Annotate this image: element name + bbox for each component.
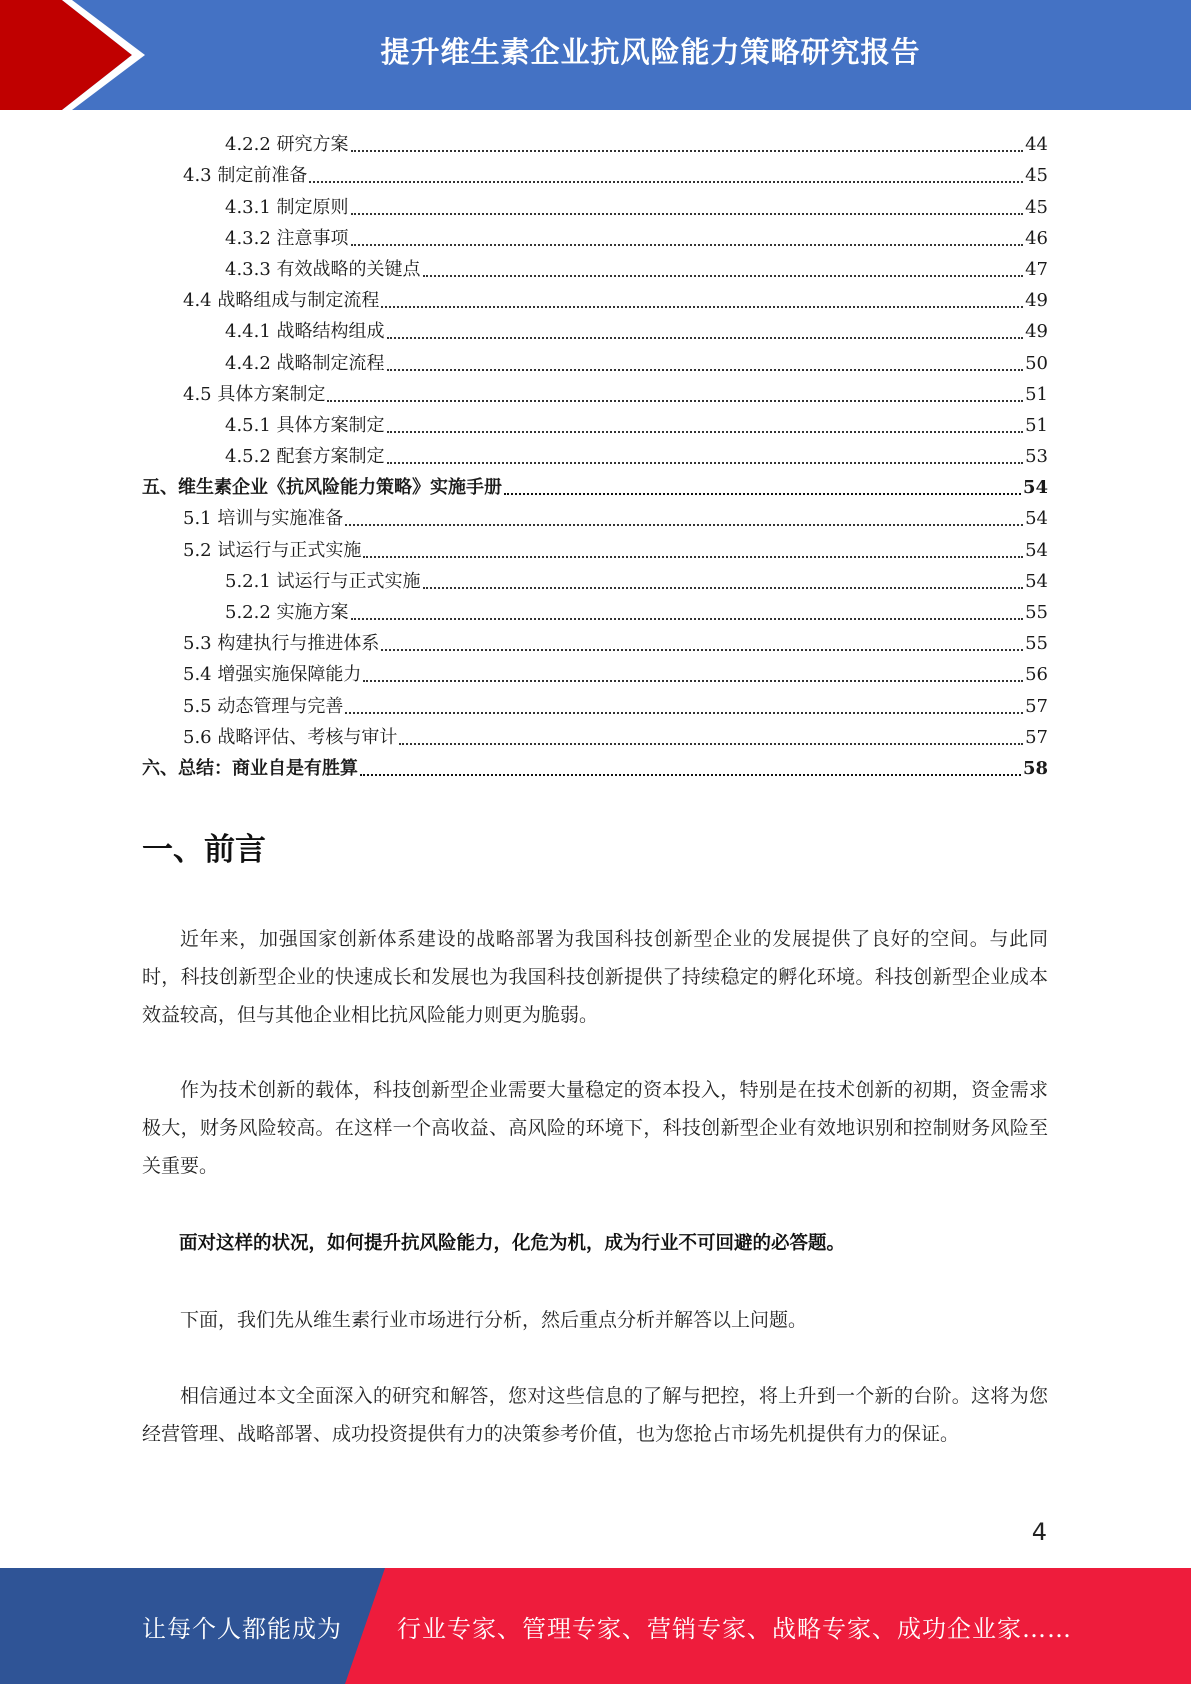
toc-entry[interactable] [142, 658, 1048, 689]
section-heading: 一、前言 [142, 832, 266, 868]
toc-entry-title: 4.3.3 有效战略的关键点 [225, 258, 421, 280]
toc-entry-title: 5.2 试运行与正式实施 [183, 539, 362, 561]
report-title: 提升维生素企业抗风险能力策略研究报告 [380, 34, 921, 69]
toc-leader [327, 400, 1023, 402]
toc-leader [363, 680, 1023, 682]
toc-entry-title: 4.5 具体方案制定 [183, 383, 326, 405]
toc-entry-page: 46 [1025, 227, 1048, 249]
toc-leader [399, 743, 1023, 745]
toc-entry-title: 5.1 培训与实施准备 [183, 508, 344, 530]
body-paragraph: 下面，我们先从维生素行业市场进行分析，然后重点分析并解答以上问题。 [180, 1309, 808, 1331]
toc-entry-page: 57 [1025, 726, 1048, 748]
footer-slogan-right: 行业专家、管理专家、营销专家、战略专家、成功企业家…… [397, 1614, 1072, 1643]
toc-entry-page: 49 [1025, 290, 1048, 312]
toc-entry[interactable] [142, 689, 1048, 720]
toc-entry[interactable] [142, 222, 1048, 253]
toc-entry-title: 4.3.2 注意事项 [225, 227, 349, 249]
toc-entry-title: 4.4 战略组成与制定流程 [183, 290, 380, 312]
toc-entry-page: 54 [1025, 508, 1048, 530]
toc-entry-page: 58 [1022, 757, 1048, 779]
toc-entry[interactable] [142, 721, 1048, 752]
toc-entry-title: 5.6 战略评估、考核与审计 [183, 726, 398, 748]
toc-entry-page: 54 [1025, 539, 1048, 561]
toc-leader [309, 181, 1023, 183]
toc-leader [345, 524, 1023, 526]
body-paragraph: 作为技术创新的载体，科技创新型企业需要大量稳定的资本投入，特别是在技术创新的初期，资金需求极大，财务风险较高。在这样一个高收益、高风险的环境下，科技创新型企业有效地识别和控制财务风险至关重要。 [142, 1079, 1048, 1177]
toc-leader [504, 493, 1021, 495]
toc-leader [351, 244, 1024, 246]
arrow-chevron-icon [0, 0, 160, 110]
toc-entry-page: 55 [1025, 633, 1048, 655]
toc-entry-page: 51 [1025, 414, 1048, 436]
toc-entry[interactable] [142, 502, 1048, 533]
body-paragraph: 相信通过本文全面深入的研究和解答，您对这些信息的了解与把控，将上升到一个新的台阶。这将为您经营管理、战略部署、成功投资提供有力的决策参考价值，也为您抢占市场先机提供有力的保证。 [142, 1385, 1048, 1445]
toc-entry[interactable] [142, 159, 1048, 190]
toc-leader [387, 337, 1024, 339]
toc-entry[interactable] [142, 128, 1048, 159]
toc-entry[interactable] [142, 596, 1048, 627]
toc-entry-title: 4.4.2 战略制定流程 [225, 352, 385, 374]
toc-entry-title: 4.2.2 研究方案 [225, 134, 349, 156]
toc-entry-title: 5.4 增强实施保障能力 [183, 664, 362, 686]
toc-leader [381, 306, 1023, 308]
toc-entry-page: 57 [1025, 695, 1048, 717]
toc-entry-page: 54 [1025, 570, 1048, 592]
toc-entry[interactable] [142, 533, 1048, 564]
toc-entry[interactable] [142, 284, 1048, 315]
page-footer [0, 1568, 1191, 1684]
toc-entry-title: 5.5 动态管理与完善 [183, 695, 344, 717]
toc-entry[interactable] [142, 253, 1048, 284]
toc-entry-title: 5.2.2 实施方案 [225, 602, 349, 623]
toc-chapter-entry[interactable] [142, 752, 1048, 783]
toc-entry-page: 55 [1025, 602, 1048, 623]
toc-entry-title: 5.3 构建执行与推进体系 [183, 633, 380, 655]
toc-entry-title: 4.5.2 配套方案制定 [225, 446, 385, 468]
toc-entry-title: 六、总结：商业自是有胜算 [142, 757, 358, 779]
toc-leader [387, 431, 1024, 433]
toc-entry[interactable] [142, 565, 1048, 596]
toc-entry[interactable] [142, 440, 1048, 471]
toc-leader [360, 774, 1021, 776]
footer-slogan-left: 让每个人都能成为 [142, 1614, 342, 1643]
toc-entry-page: 45 [1025, 165, 1048, 187]
toc-leader [351, 618, 1024, 620]
page-number: 4 [1031, 1518, 1047, 1546]
toc-entry[interactable] [142, 409, 1048, 440]
toc-entry-page: 47 [1025, 258, 1048, 280]
toc-entry-page: 51 [1025, 383, 1048, 405]
body-paragraph: 近年来，加强国家创新体系建设的战略部署为我国科技创新型企业的发展提供了良好的空间。与此同时，科技创新型企业的快速成长和发展也为我国科技创新提供了持续稳定的孵化环境。科技创新型企业成本效益较高，但与其他企业相比抗风险能力则更为脆弱。 [142, 928, 1048, 1026]
toc-entry-page: 44 [1025, 134, 1048, 156]
toc-entry[interactable] [142, 378, 1048, 409]
toc-entry-page: 56 [1025, 664, 1048, 686]
toc-leader [381, 649, 1023, 651]
toc-leader [423, 275, 1024, 277]
toc-leader [351, 150, 1024, 152]
toc-entry-title: 4.4.1 战略结构组成 [225, 321, 385, 343]
toc-leader [345, 712, 1023, 714]
toc-entry-title: 5.2.1 试运行与正式实施 [225, 570, 421, 592]
toc-entry[interactable] [142, 190, 1048, 221]
toc-entry-title: 4.3 制定前准备 [183, 165, 308, 187]
toc-entry-title: 4.5.1 具体方案制定 [225, 414, 385, 436]
toc-entry[interactable] [142, 315, 1048, 346]
toc-leader [423, 587, 1024, 589]
toc-entry-page: 45 [1025, 196, 1048, 218]
toc-entry[interactable] [142, 346, 1048, 377]
table-of-contents [142, 128, 1048, 783]
toc-leader [351, 213, 1024, 215]
toc-leader [387, 462, 1024, 464]
toc-leader [387, 369, 1024, 371]
toc-entry-title: 4.3.1 制定原则 [225, 196, 349, 218]
toc-entry-page: 54 [1022, 477, 1048, 499]
emphasis-paragraph: 面对这样的状况，如何提升抗风险能力，化危为机，成为行业不可回避的必答题。 [179, 1233, 846, 1254]
toc-entry-page: 50 [1025, 352, 1048, 374]
toc-leader [363, 556, 1023, 558]
toc-entry-title: 五、维生素企业《抗风险能力策略》实施手册 [142, 477, 502, 499]
toc-chapter-entry[interactable] [142, 471, 1048, 502]
page-header [0, 0, 1191, 110]
toc-entry-page: 53 [1025, 446, 1048, 468]
toc-entry[interactable] [142, 627, 1048, 658]
toc-entry-page: 49 [1025, 321, 1048, 343]
